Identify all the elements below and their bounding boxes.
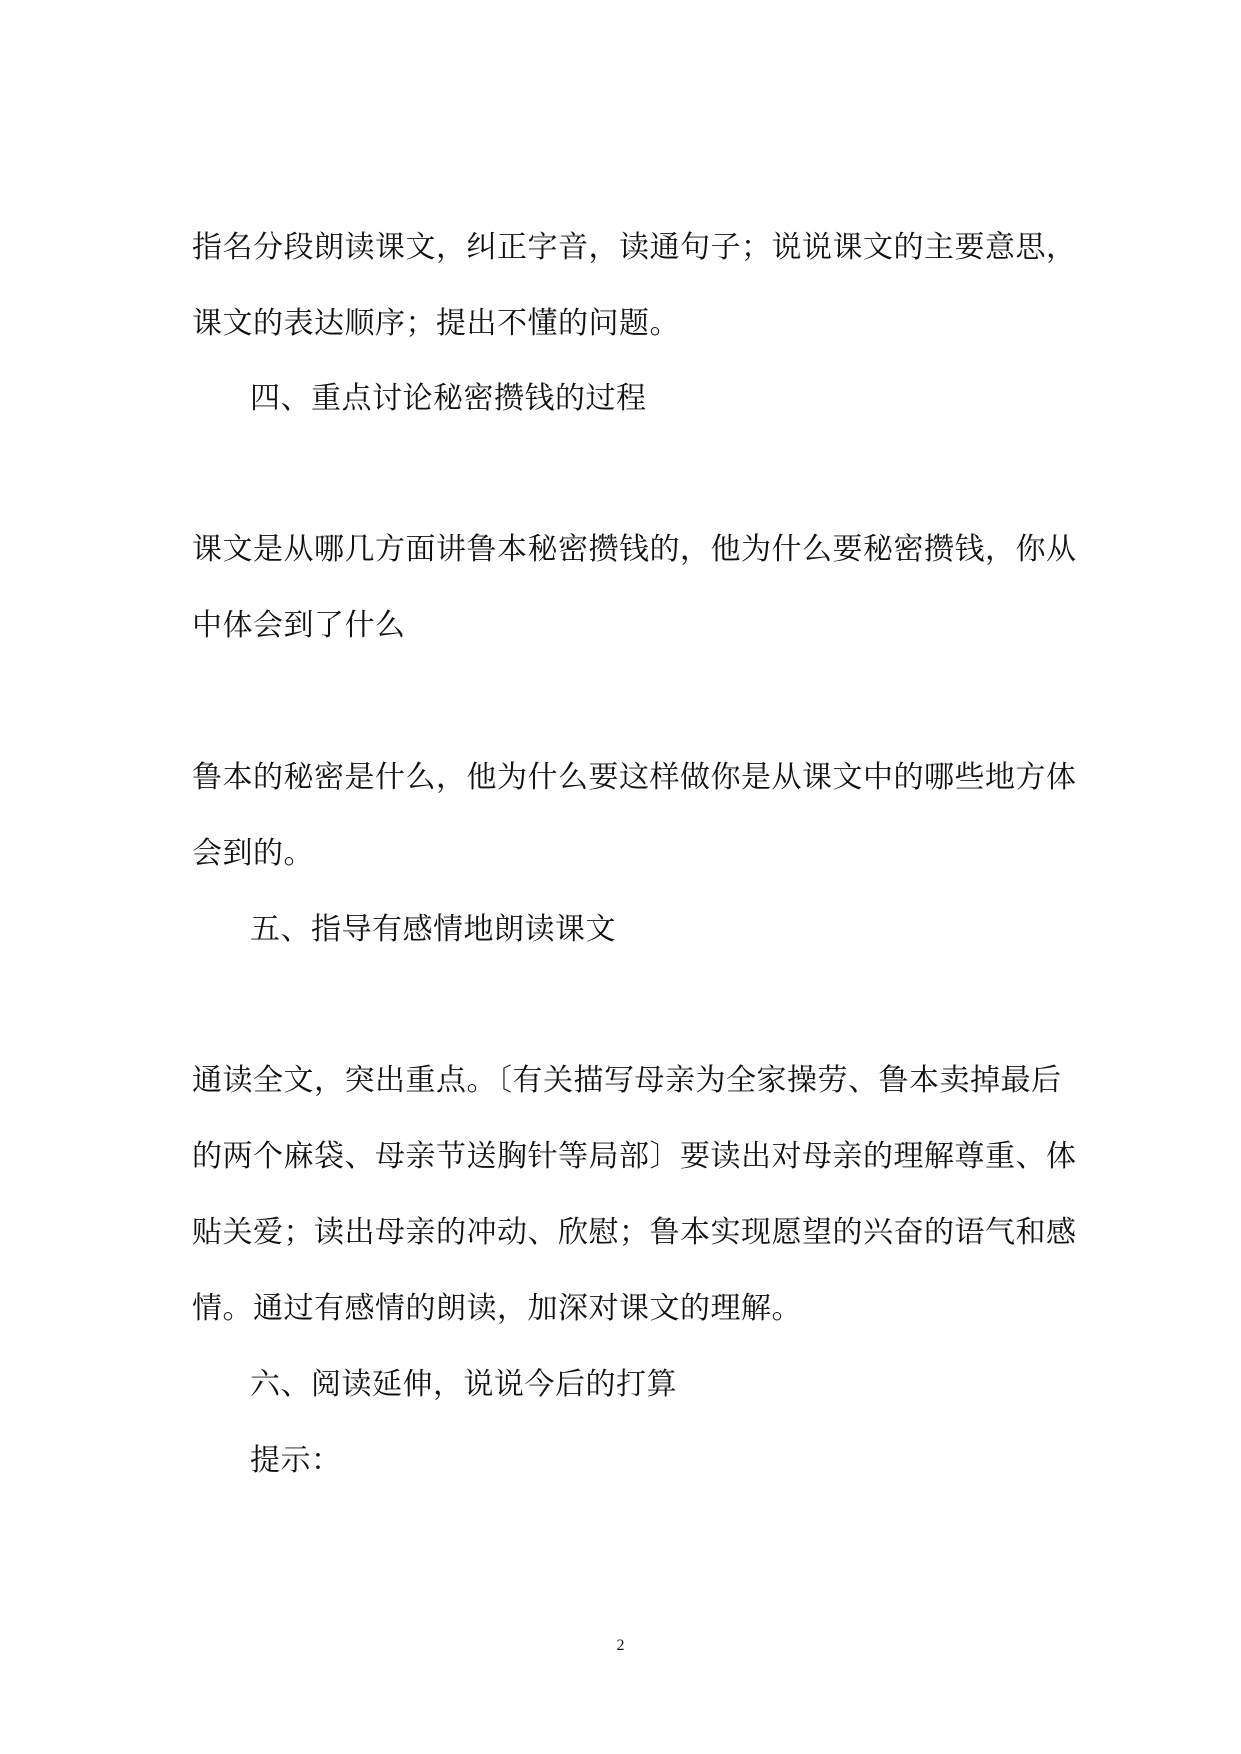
page-number: 2 <box>616 1637 625 1654</box>
paragraph-line: 中体会到了什么 <box>192 608 406 643</box>
paragraph-line: 的两个麻袋、母亲节送胸针等局部〕要读出对母亲的理解尊重、体 <box>192 1139 1077 1174</box>
hint-label: 提示： <box>250 1443 342 1478</box>
section-heading: 四、重点讨论秘密攒钱的过程 <box>250 381 647 416</box>
section-heading: 五、指导有感情地朗读课文 <box>250 912 616 947</box>
paragraph-line: 鲁本的秘密是什么，他为什么要这样做你是从课文中的哪些地方体 <box>192 760 1077 795</box>
section-heading: 六、阅读延伸，说说今后的打算 <box>250 1367 677 1402</box>
paragraph-line: 贴关爱；读出母亲的冲动、欣慰；鲁本实现愿望的兴奋的语气和感 <box>192 1215 1077 1250</box>
paragraph-line: 指名分段朗读课文，纠正字音，读通句子；说说课文的主要意思， <box>192 230 1077 265</box>
paragraph-line: 课文是从哪几方面讲鲁本秘密攒钱的，他为什么要秘密攒钱，你从 <box>192 532 1077 567</box>
paragraph-line: 课文的表达顺序；提出不懂的问题。 <box>192 306 680 341</box>
paragraph-line: 情。通过有感情的朗读，加深对课文的理解。 <box>192 1291 802 1326</box>
paragraph-line: 通读全文，突出重点。〔有关描写母亲为全家操劳、鲁本卖掉最后 <box>192 1063 1062 1098</box>
paragraph-line: 会到的。 <box>192 836 314 871</box>
